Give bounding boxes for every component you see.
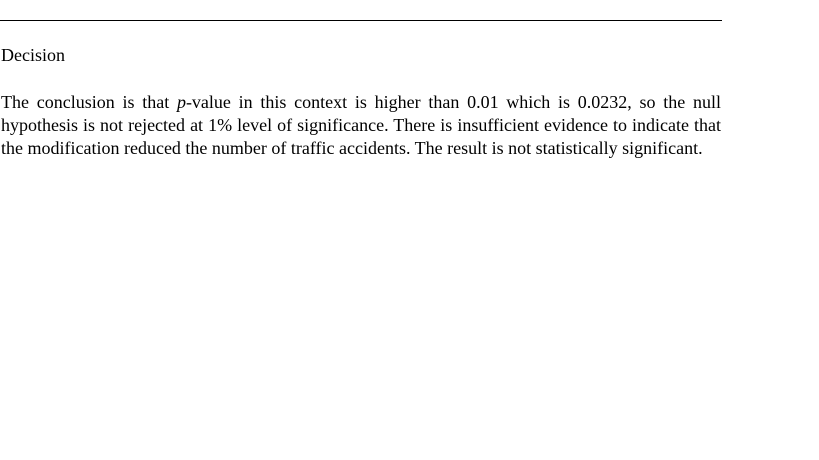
section-heading: Decision — [1, 45, 65, 65]
p-symbol: p — [176, 92, 186, 112]
top-divider — [0, 20, 722, 21]
paragraph-text-rest: -value in this context is higher than 0.01 which is 0.0232, so the null hypothesis is not rejected at 1% level of significance. There is insufficient evidence to indicate that the modification reduced the number of traffic accidents. The result is not statistically significant. — [1, 92, 722, 158]
paragraph-text-start: The conclusion is that — [1, 92, 177, 112]
decision-paragraph — [1, 91, 721, 160]
